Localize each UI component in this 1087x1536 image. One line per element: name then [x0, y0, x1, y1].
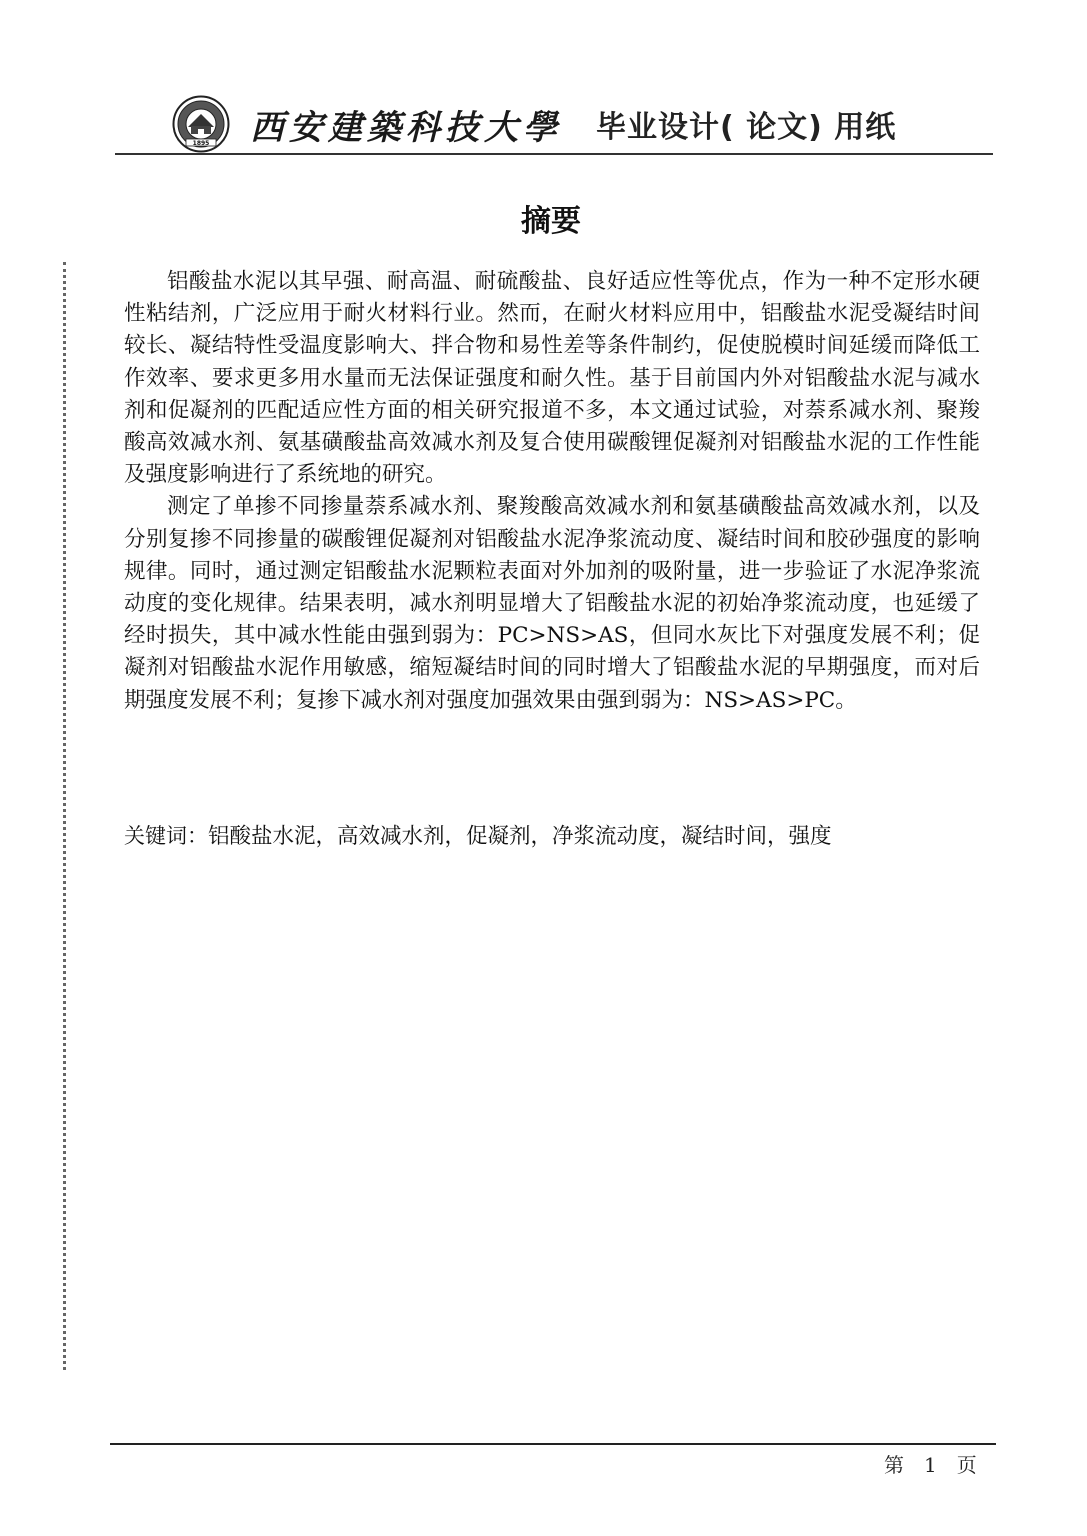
keywords-label: 关键词： — [124, 824, 208, 848]
page-number-suffix: 页 — [956, 1453, 977, 1477]
page-header — [172, 96, 896, 152]
keywords-line — [124, 820, 994, 853]
page-number — [884, 1452, 977, 1478]
university-seal-icon — [172, 95, 230, 153]
header-divider — [115, 153, 993, 155]
keywords-text: 铝酸盐水泥，高效减水剂，促凝剂，净浆流动度，凝结时间，强度 — [208, 824, 832, 849]
binding-margin-line — [63, 262, 66, 1370]
seal-year: 1895 — [192, 140, 210, 147]
footer-divider — [110, 1443, 996, 1445]
university-name: 西安建築科技大學 — [250, 107, 562, 148]
abstract-paragraph: 铝酸盐水泥以其早强、耐高温、耐硫酸盐、良好适应性等优点，作为一种不定形水硬性粘结剂，广泛应用于耐火材料行业。然而，在耐火材料应用中，铝酸盐水泥受凝结时间较长、凝结特性受温度影响大、拌合物和易性差等条件制约，促使脱模时间延缓而降低工作效率、要求更多用水量而无法保证强度和耐久性。基于目前国内外对铝酸盐水泥与减水剂和促凝剂的匹配适应性方面的相关研究报道不多，本文通过试验，对萘系减水剂、聚羧酸高效减水剂、氨基磺酸盐高效减水剂及复合使用碳酸锂促凝剂对铝酸盐水泥的工作性能及强度影响进行了系统地的研究。 — [124, 269, 980, 488]
page-number-prefix: 第 — [884, 1453, 904, 1477]
page-number-value: 1 — [924, 1453, 937, 1477]
abstract-paragraph: 测定了单掺不同掺量萘系减水剂、聚羧酸高效减水剂和氨基磺酸盐高效减水剂，以及分别复掺不同掺量的碳酸锂促凝剂对铝酸盐水泥净浆流动度、凝结时间和胶砂强度的影响规律。同时，通过测定铝酸盐水泥颗粒表面对外加剂的吸附量，进一步验证了水泥净浆流动度的变化规律。结果表明，减水剂明显增大了铝酸盐水泥的初始净浆流动度，也延缓了经时损失，其中减水性能由强到弱为：PC>NS>AS，但同水灰比下对强度发展不利；促凝剂对铝酸盐水泥作用敏感，缩短凝结时间的同时增大了铝酸盐水泥的早期强度，而对后期强度发展不利；复掺下减水剂对强度加强效果由强到弱为：NS>AS>PC。 — [124, 494, 980, 713]
page-title: 摘要 — [521, 204, 581, 239]
document-type-title: 毕业设计( 论文) 用纸 — [596, 110, 897, 145]
abstract-body — [124, 266, 980, 717]
